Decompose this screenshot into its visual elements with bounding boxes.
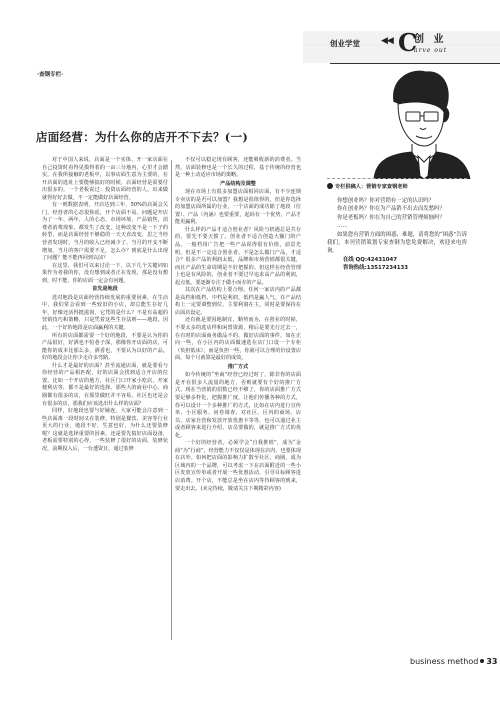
article-column-2: [175, 157, 301, 493]
section-initial: C: [398, 28, 418, 57]
body-paragraph: 同样，好地段也要与好铺连，大家可能会注意到一些店面离一段时间又在装修，特别是餐饮、美容等行业更大的行业，地段不好，生意也好，为什么还要装修呢？这就是选择重要的因素。还是要先搞好店面设备，老板需要特别的心得，一些装修了很好的店面，装修状况，前期投入后，一台透资且，通过装修: [42, 408, 168, 452]
page-footer: [410, 657, 497, 666]
bullet-icon: [327, 183, 333, 189]
magazine-name: business method: [410, 657, 479, 666]
sidebar-paragraph: 你想创业吗？你对营销有一定的认识吗？: [337, 198, 435, 204]
section-title-cn: 创 业: [414, 34, 447, 45]
body-paragraph: 所有的店面都需要一个好的地段，不要是认为你的产品很好，好酒也不怕巷子深，那像你开店面的店，可能你的成本比那么多，酒香也，不要认为以好的产品，好的地段会让你少走许多弯路。: [42, 332, 168, 362]
subheading: 产品结构及调整: [220, 180, 256, 187]
sidebar-paragraph: 你在创业吗？你在为产品销不出去而发愁吗？: [337, 206, 445, 213]
article-title: 店面经营：为什么你的店开不下去？(一): [36, 130, 249, 144]
caption-text: 专栏供稿人：营销专家查钢老师: [335, 184, 408, 190]
body-paragraph: 什么样的产品才适合创业者？风险与机遇总是共存的，要先不要天惯了。创业者不适合创造大额门的产品。一般档用广告把一些产品说得很有价值，前景光明，但是不一定适合创业者。不是怎么做门产品，才适合？很多产品的利润太低，品牌和市场营销都很关键，而且产品的生命周期是不好把握的。但这样在经营管理上也是有风险的，创业者不要过早追求高产品的利润，起点低，要逐渐专注于做小而专的产品。: [175, 226, 301, 286]
contact-line: 在线 QQ:42431047: [343, 256, 397, 263]
article-column-1: [42, 157, 168, 453]
page-number: 33: [486, 657, 498, 666]
body-paragraph: 有一则数据表明，开店达到三年，50%的店面会关门，经营者的心态很焦虑，开个店面不易。问题是开店为了一年、两年，人的心态，市场环境，产品销售，消费者消费现象，都发生了改变，这种改变不是一下子的转型，而是店面经营不够稳的一天天直改变，思之当经营者发现时，当月的收入已经减少了，当月的开支不断增加，当月的客户需要不足，怎么办？到底是什么出现了问题？能不能再回到以前？: [42, 202, 168, 262]
body-paragraph: 选对地段是店面经营持续发展的重要因素，在生活中，我们常会看到一些较旧的小店，却总能生存好几年，好像还活得挺滋润，它凭的是什么？不是有高超的营销技巧和策略，只是凭着这些生存法则——地段。因此，一个好的地段是店面赢利的关键。: [42, 294, 168, 332]
contact-line: 咨询热线:13517234133: [343, 265, 408, 272]
sidebar-paragraph: 你是老板吗？你在为自己的营销管理烦恼吗？: [337, 214, 445, 221]
sidebar-separator: [327, 178, 467, 180]
arrows-icon: ◀◀: [381, 36, 393, 46]
column-tag: ·查钢专栏·: [37, 72, 64, 78]
columnist-illustration: [354, 64, 484, 179]
section-title-en: arve out: [414, 47, 448, 54]
subheading: 首先是地段: [92, 286, 118, 293]
body-paragraph: 什么才是最好的店面？甚至流通店面，就是要看与你经营的产品相匹配，好的店面会找到适合开店的位置。比如一个开店的地方，社区门口开家小吃店，开家便利店等，都不是最好的选择。那些大的商业中心、商圈都有很多的店，在那里做旺并不容易，社区也还是会有很多的店，那我们应该选出什么样的店面？: [42, 362, 168, 407]
body-paragraph: 还有就是要因地制宜，顺势而为，在创业的时候，不要太多的选店样和闲置资源，稍后是要先行过去一，在有时的店面商务做品不的，做好店面的事件，如在正向一些，在小区内的店面做速选在店门口设一个专柜（负担低床），而是负担一些，你就可以合理的价设置店面，每个月就算是最好的成效。: [175, 317, 301, 362]
body-paragraph: 不仅可以稳定现有顾客，还能吸收新的消费者。当然，店面装修也是一个长久的过程，基于传统的经营也是一种土动适应市场的策略。: [175, 157, 301, 179]
body-paragraph: 如今传统的“坐商”经营已经过时了，除非你的店面是开在很多人流量的地方，否则就要有个好的推广方式。现在当营销的招数已经不够了，你的店面推广方式要足够多样化，把握推广度，让他们传播各种的方式，你可以设计一个多种推广的方式，比如在店内进行宣传单、小区服务、问卷调查、对社区、区内的商场、店员、店家自营和发放开放优惠卡等等，也可以通过业主或者顾客来进行介绍，店员要做的，就是推广方式的优化。: [175, 372, 301, 439]
section-label: 创业学堂: [330, 39, 360, 48]
subheading: 推广方式: [227, 363, 249, 370]
body-paragraph: 对于中国人来说，店面是一个实体，开一家店面在自己投资时看得见摸得着的一亩三分地内，心里才会踏实。在我所接触的老板中，以事店面生意为主要的，在开店面的选址上要能够搞好的时候，店面经营是需要付出很多的。一个老板说过：投资店面经营的人，出来做就得好好去做，不一定能做好店面经营。: [42, 157, 168, 201]
column-divider: [171, 160, 172, 640]
body-paragraph: 现在市场上有很多加盟店面相同店面，有不少连锁专卖店的是否可以加盟？我想是很值得的，但是你选择的加盟店面所属的行业，一个店面的成功除了地段（位置）、产品（内涵）也要重要，起码有一个优势，产品才能更赢利。: [175, 189, 301, 226]
body-paragraph: 其次在产品结构上要合理。任何一家店内的产品都是高档和低档、中档是利润，低档是赢人气。在产品结构上一定要调整到位，主要利润在主，同时是要保持在店面店设定。: [175, 287, 301, 316]
columnist-caption: [327, 183, 408, 190]
body-paragraph: 在这里，我们可以来讨论一下，以下几个关键词如果作为者我的你，没有想到或者正在发现，那是没有想到，时不能，你的店面一定会有问题。: [42, 262, 168, 284]
sidebar-paragraph: ……: [337, 223, 348, 230]
sidebar-box: [327, 197, 467, 273]
body-paragraph: 一个好的经营者，必须学会“自我推销”，成为“金商”为“行商”，经营能力不仅仅是体现在店内，也要体现在店外。如何把店面的影响力扩散至社区、商圈，成为区域内的一个品牌，可以考虑一下在店面附近的一些小区发放宣传单或者开展一些优惠活动，引导目标顾客进店消费。开个店，不能总是坐在店内等待顾客的到来，要走出去。(未完待续，敬请关注下期精彩内容): [175, 440, 301, 492]
dot-icon: [480, 659, 484, 663]
sidebar-paragraph: 如果您有营销方面的困惑、难题，请将您的“困惑”告诉我们，本刊营销策划专家查钢为您免费解决，欢迎来电咨询。: [327, 231, 467, 255]
